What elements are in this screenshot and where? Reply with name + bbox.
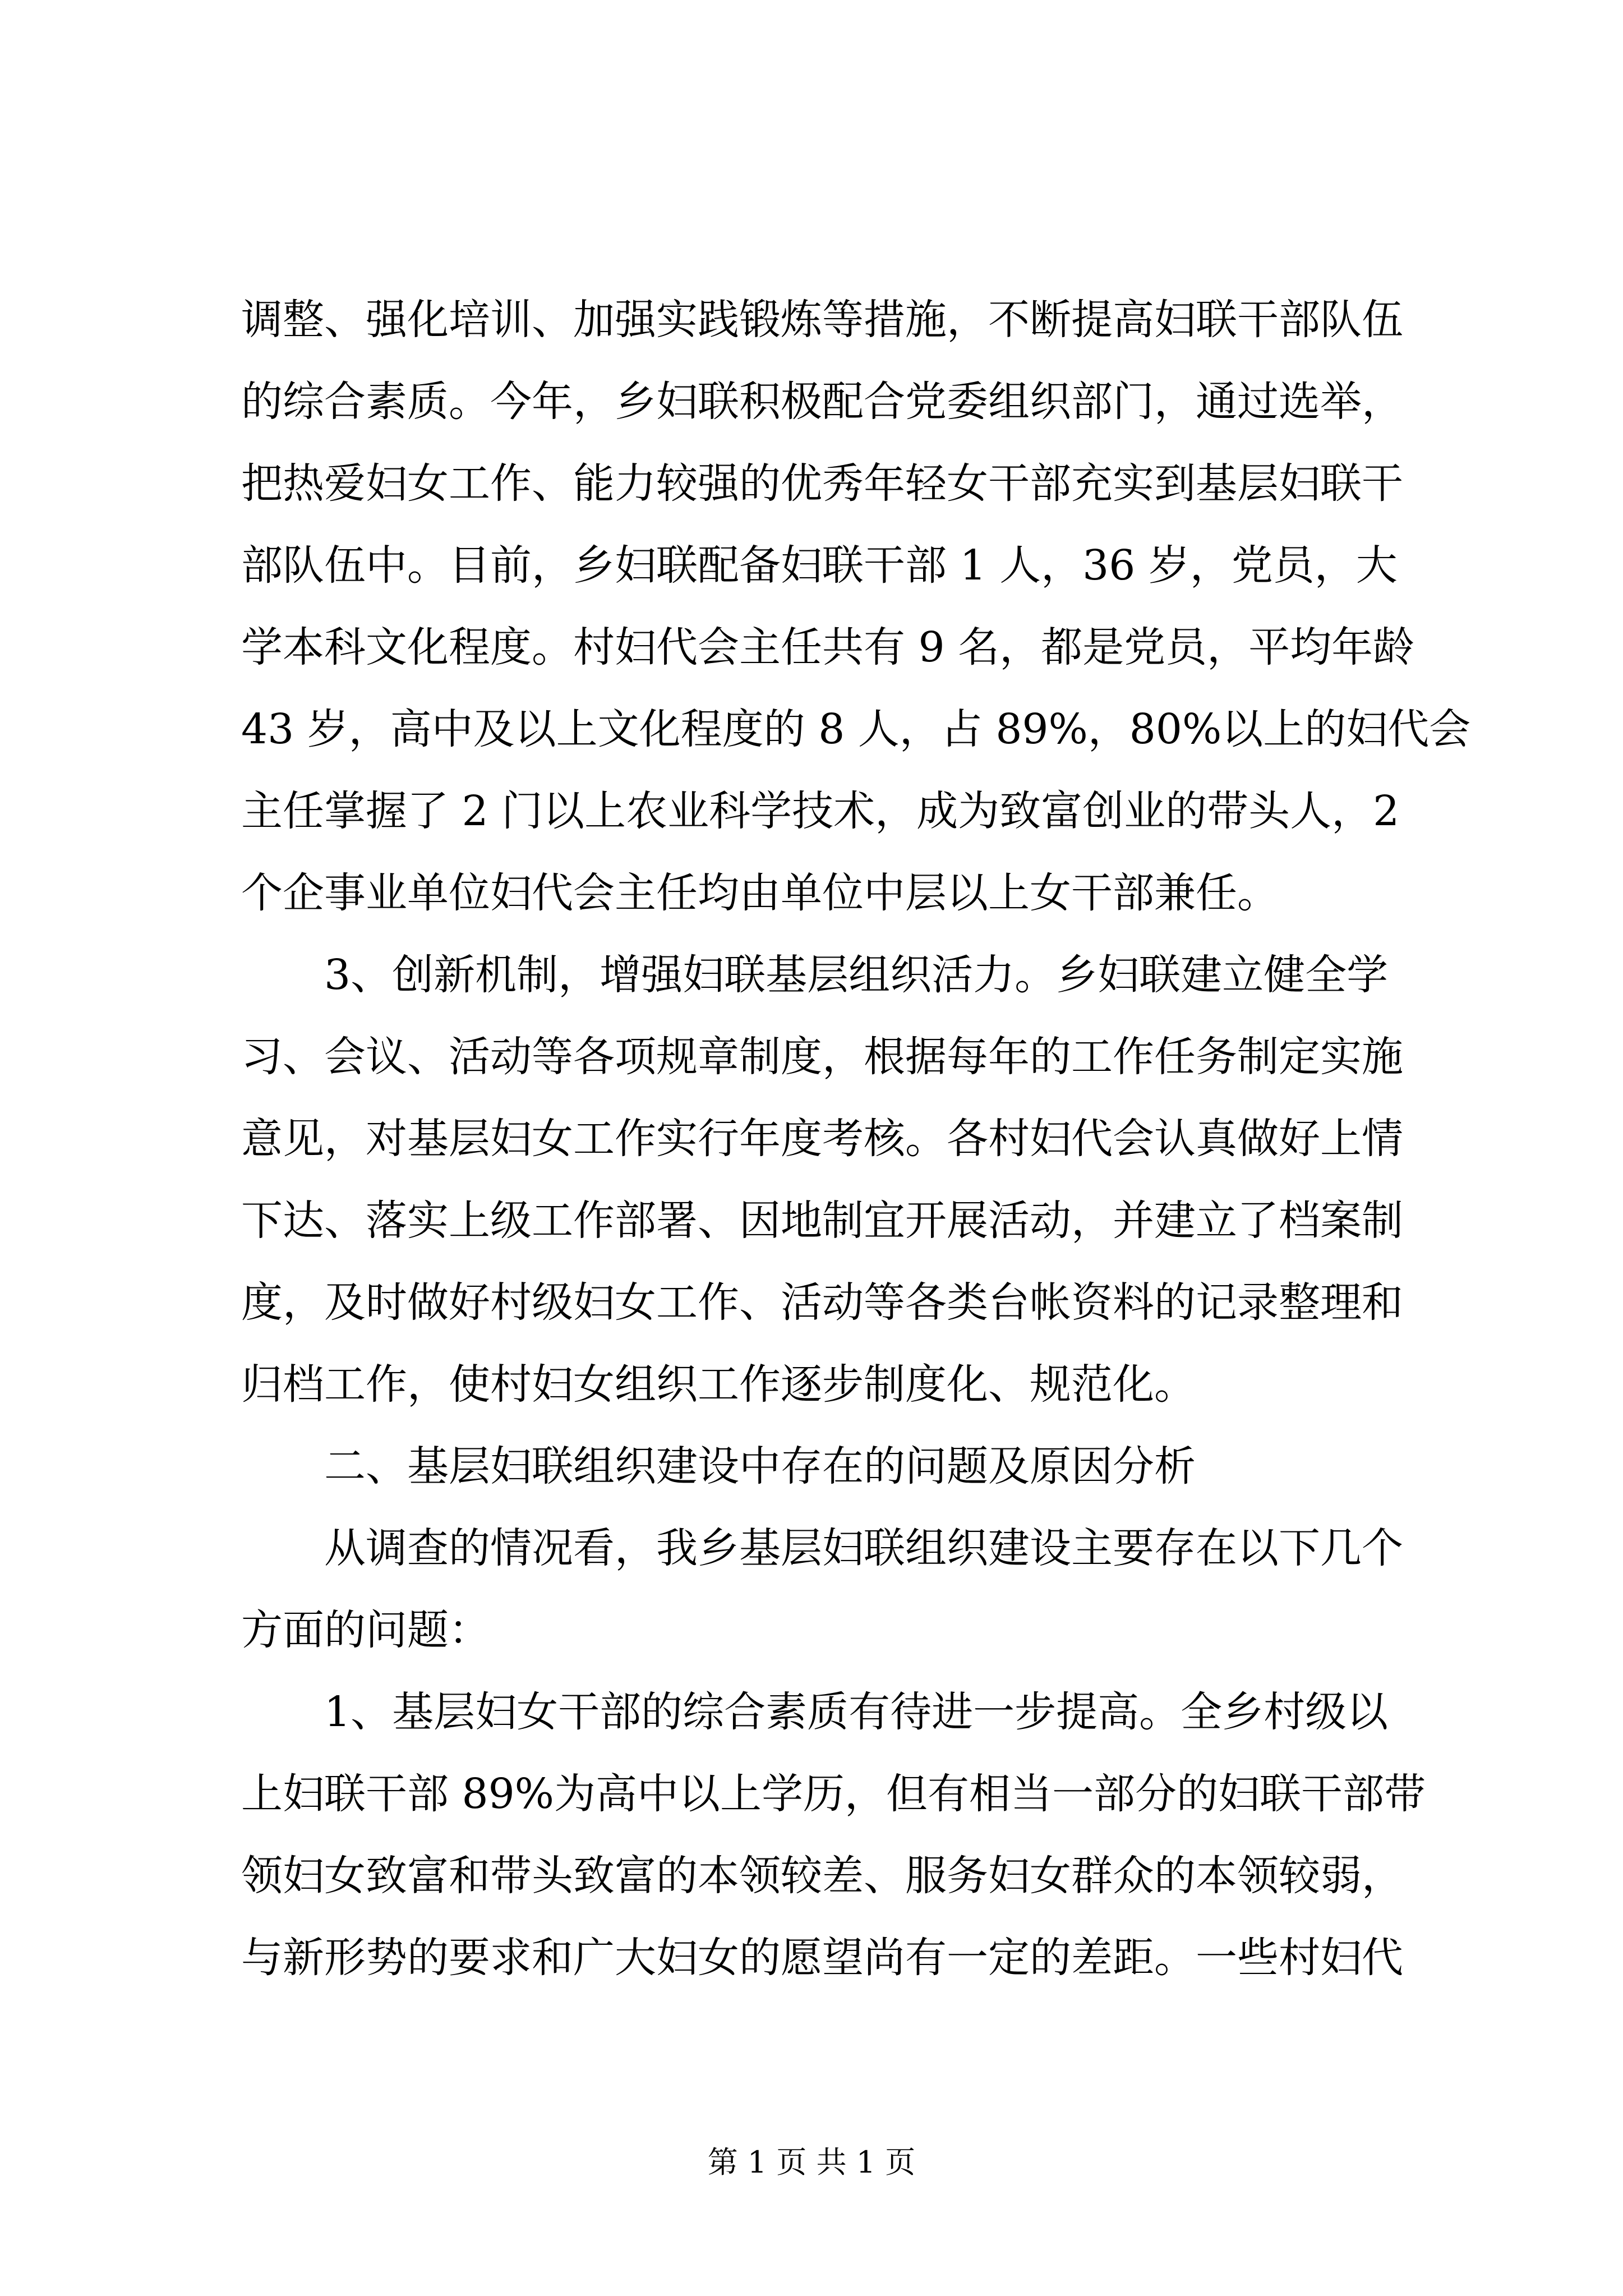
text-line: 把热爱妇女工作、能力较强的优秀年轻女干部充实到基层妇联干 — [241, 459, 1403, 508]
section-heading: 二、基层妇联组织建设中存在的问题及原因分析 — [324, 1442, 1196, 1490]
text-line: 主任掌握了 2 门以上农业科学技术，成为致富创业的带头人，2 — [241, 787, 1400, 835]
text-line: 个企事业单位妇代会主任均由单位中层以上女干部兼任。 — [241, 869, 1279, 917]
text-line: 下达、落实上级工作部署、因地制宜开展活动，并建立了档案制 — [241, 1197, 1403, 1245]
text-line: 43 岁，高中及以上文化程度的 8 人，占 89%，80%以上的妇代会 — [241, 705, 1471, 753]
page-footer: 第 1 页 共 1 页 — [707, 2145, 916, 2180]
paragraph-first-line: 3、创新机制，增强妇联基层组织活力。乡妇联建立健全学 — [324, 951, 1389, 999]
text-line: 的综合素质。今年，乡妇联积极配合党委组织部门，通过选举， — [241, 378, 1403, 426]
text-line: 意见，对基层妇女工作实行年度考核。各村妇代会认真做好上情 — [241, 1115, 1403, 1163]
text-line: 学本科文化程度。村妇代会主任共有 9 名，都是党员，平均年龄 — [241, 623, 1415, 671]
paragraph-first-line: 从调查的情况看，我乡基层妇联组织建设主要存在以下几个 — [324, 1524, 1403, 1572]
text-line: 习、会议、活动等各项规章制度，根据每年的工作任务制定实施 — [241, 1033, 1403, 1081]
text-line: 调整、强化培训、加强实践锻炼等措施，不断提高妇联干部队伍 — [241, 296, 1403, 344]
text-line: 与新形势的要求和广大妇女的愿望尚有一定的差距。一些村妇代 — [241, 1934, 1403, 1982]
paragraph-first-line: 1、基层妇女干部的综合素质有待进一步提高。全乡村级以 — [324, 1688, 1389, 1736]
text-line: 部队伍中。目前，乡妇联配备妇联干部 1 人，36 岁，党员，大 — [241, 541, 1398, 590]
text-line: 上妇联干部 89%为高中以上学历，但有相当一部分的妇联干部带 — [241, 1770, 1426, 1818]
text-line: 度，及时做好村级妇女工作、活动等各类台帐资料的记录整理和 — [241, 1278, 1403, 1327]
text-line: 方面的问题： — [241, 1606, 490, 1654]
text-line: 领妇女致富和带头致富的本领较差、服务妇女群众的本领较弱， — [241, 1852, 1403, 1900]
text-line: 归档工作，使村妇女组织工作逐步制度化、规范化。 — [241, 1360, 1196, 1409]
